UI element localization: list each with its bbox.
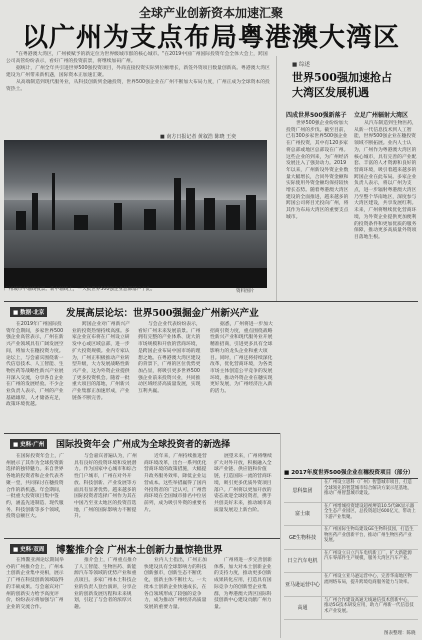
page-headline: 以广州为支点布局粤港澳大湾区 [21,23,400,53]
company-name: 日立汽车电机 [284,550,322,573]
table-row [284,503,418,527]
feature-column-right [354,106,418,301]
company-name: 富士康 [284,503,322,526]
feature-paragraph: 从汽车制造到生物医药，从新一代信息技术到人工智能，世界500强企业在穗投资领域不断拓展。业内人士认为，广州作为粤港澳大湾区的核心城市，具有完善的产业配套、丰富的人才资源和良好的营商环境，吸引着越来越多的跨国企业在此布局。多家企业负责人表示，将以广州为支点，进一步辐射粤港澳大湾区乃至整个华南地区，深度参与大湾区建设，共享发展红利。未来，广州将继续优化营商环境，为外资企业提供更加便利的投资条件和更加优质的服务保障，推动更多高质量外资项目落地生根。 [354,121,417,240]
photo-riverbank [4,268,267,288]
article-column [144,558,208,636]
investment-table [284,468,418,636]
article-column [214,558,276,636]
article-text: 近年来，广州持续推进营商环境改革，出台一系列优化营商环境的政策措施，大幅提升政务服务效率，降低企业运营成本。这些举措赢得了国内外投资者的广泛认可，广州营商环境在全国城市排名中位居前列，成为吸引外资的重要名片。 [144,454,207,513]
section-tag: ■ 史料·广州 [10,439,47,449]
table-row [284,550,418,574]
photo-sky [4,140,267,200]
article-text: 与会企业代表纷纷表示，看好广州未来发展前景。广州拥有完整的产业体系、庞大的市场规模和开放的营商环境，是跨国企业布局中国市场的理想之地。在粤港澳大湾区建设的背景下，广州的区位优势更加凸显，将吸引更多世界500强企业前来投资兴业，共同推动区域经济高质量发展，实现互利共赢。 [138,322,201,395]
section-title: 博鳌推介会 广州本土创新力量惊艳世界 [56,545,223,556]
feature-body [354,121,418,301]
article-column [72,322,132,432]
article-column [138,322,204,432]
right-feature [286,60,418,301]
project-description: 与广州合作建设高通无线通信技术创新中心，推动5G技术研发应用，助力广州新一代信息技术产业发展。 [324,597,414,614]
feature-paragraph: 世界500强企业纷纷加大投资广州的步伐。截至目前，已有300多家世界500强企业在广州投资，其中有120多家将总部或地区总部设在广州。这些企业的到来，为广州经济发展注入了强劲动力。2019年以来，广州新设外资企业数量大幅增长，合同外资金额和实际使用外资金额均保持较快增长态势。随着粤港澳大湾区建设的全面推进，越来越多的跨国公司将目光投向广州，将其作为布局大湾区的重要支点城市。 [286,121,349,220]
lede-byline: ■ 南方日报记者 黄叙浩 陈晓 王奕 [160,134,237,140]
company-name: 思科集团 [284,479,322,502]
photo-building [114,203,122,233]
city-night-photo [4,140,267,288]
article-column [6,454,68,520]
photo-building [186,188,195,233]
article-column [6,322,66,432]
photo-building [174,178,181,233]
table-row [284,573,418,597]
photo-building [226,205,240,233]
table-row [284,479,418,503]
section-header [4,538,280,558]
article-text: 据悉，广州将进一步加大招商引资力度，重点围绕战略性新兴产业和现代服务业开展精准招商，引进更多具有全球影响力的龙头企业和重大项目。同时，广州还将持续深化改革，优化营商环境，为各类市场主体创造公平竞争的发展环境，推动外资企业在穗实现更好发展，为广州经济注入新的活力。 [210,322,273,395]
article-column [144,454,208,513]
table-title: ■ 2017年度世界500强企业在穗投资项目（部分） [284,468,418,479]
section-title: 发展高层论坛：世界500强掘金广州新兴产业 [66,308,259,319]
table-credit: 图表整理：陈晓 [384,631,416,636]
photo-caption: 广州城市中轴线夜景。新中轴线上，一大批世界500强企业总部落户于此。 [4,287,156,292]
article-text: 跨国企业对广州新兴产业的投资热情持续高涨。多家企业宣布将在广州设立研发中心或区域总部，进一步扩大投资规模。业内专家认为，广州正积极推动产业转型升级，大力发展战略性新兴产业，这为外资企业提供了更多投资机会。随着一批重大项目的落地，广州新兴产业集群正加速形成，产业链条不断完善。 [72,322,130,401]
section-header [4,301,418,321]
lede-text [6,52,272,132]
article-text: 在国际投资年会上，广州展示了其作为全球投资新选择的独特魅力。来自世界各地的投资者和企业代表齐聚一堂，共同探讨在穗投资合作的新机遇。年会期间，一批重大投资项目集中签约，涵盖先进制造、现代服务、科技创新等多个领域，投资总额巨大。 [6,454,64,520]
article-text: 在博鳌亚洲论坛期间举办的广州推介会上，广州本土创新企业集中亮相，展示了广州在科技创新领域取得的丰硕成果。与会嘉宾对广州的创新实力给予高度评价，纷纷表示将加强与广州企业的交流合作。 [6,558,64,610]
project-description: 在广州设立日立汽车电机新工厂，扩大新能源汽车零部件生产规模，服务大湾区汽车产业。 [324,550,412,562]
lede-paragraph: "在粤港澳大湾区，广州被赋予的新定位为世界级城市群的核心城市。"在2019中国广州国际投资年会全体大会上，跨国公司高管纷纷表示，看好广州的投资前景，将继续加码广州。 [6,52,268,64]
headline-kicker: 全球产业创新资本加速汇聚 [138,6,283,20]
article-text: 广州将进一步完善创新体系，加大对本土创新企业的支持力度，推动更多创新成果转化应用，打造具有国际竞争力的创新型企业集群，为粤港澳大湾区国际科技创新中心建设贡献广州力量。 [214,558,272,610]
lede-paragraph: 据统计，广州全年共引进世界500强投资项目，外商直接投资实际到位额增长，新签外资项目数量创新高。粤港澳大湾区建设为广州带来新机遇，国际资本正加速汇聚。 [6,66,270,78]
photo-river [4,230,267,270]
project-description: 在广州设立思科（广州）智慧城市项目，打造全球领先的智慧城市综合解决方案示范基地，推动广州智慧城市建设。 [324,480,412,497]
company-name: GE生物科技 [284,526,322,549]
photo-building [32,193,38,233]
company-name: 高通 [284,597,322,620]
article-text: 业内人士指出，广州正加快建设具有全球影响力的科技创新强市，创新生态不断优化，创新主体不断壮大。一大批本土创新企业快速成长，在各自领域形成了较强的竞争力，成为推动广州经济高质量发展的重要力量。 [144,558,207,610]
article-column [210,322,276,432]
feature-title-line2: 大湾区发展机遇 [292,86,369,99]
project-description: 在广州增城投资建设超视堺第10.5代8K显示器全生态产业园区，总投资超过600亿元，带动上下游产业集聚。 [324,503,416,520]
column-divider [280,433,281,638]
article-text: 推介会上，广州重点推介了人工智能、生物医药、新能源汽车等领域的优势产业和重点项目。多家广州本土科技企业的负责人登台演讲，分享企业的创新发展历程和未来规划，引起了与会者的浓厚兴趣。 [74,558,137,610]
section-header [4,433,280,453]
feature-label: ■ 综述 [292,62,310,68]
lede-paragraph: 从高端制造到现代服务业，从科技创新到金融投资，世界500强企业在广州不断加大布局力度，广州正成为全球资本的投资热土。 [6,80,270,92]
article-text: 在2019年广州国际投资年会期间，多家世界500强企业高管表示，广州在新兴产业领域具有广阔发展空间，将加大在穗投资力度。论坛上，与会嘉宾围绕新一代信息技术、人工智能、生物医药等战略性新兴产业展开深入交流，分享各自企业在广州的发展经验。不少企业负责人表示，广州的产业基础雄厚，人才储备充足，政策环境优越。 [6,322,64,408]
photo-building [246,195,256,233]
feature-body [286,121,350,301]
column-divider [276,56,277,301]
photo-building [204,198,215,233]
feature-title-line1: 世界500强加速抢占 [292,71,392,84]
table-row [284,597,418,621]
feature-columns [286,106,418,301]
article-column [74,454,138,520]
section-title: 国际投资年会 广州成为全球投资者的新选择 [56,440,231,450]
project-description: 在广州设立亚马逊运营中心，完善华南地区物流网络布局，提升跨境电商服务能力与效率。 [324,574,412,585]
article-column [74,558,138,636]
feature-subhead: 立足广州辐射大湾区 [354,112,409,119]
table-row [284,526,418,550]
photo-credit: 资料图片 [236,289,255,294]
canton-tower [52,173,55,233]
article-column [214,454,276,513]
company-name: 亚马逊运营中心 [284,573,322,596]
feature-column-left [286,106,350,301]
article-text: 与会嘉宾普遍认为，广州具有良好的投资环境和发展潜力。作为国家中心城市和综合性门户城市，广州在对外开放、科技创新、产业发展等方面具有显著优势。越来越多的国际投资者选择广州作为其在中国乃至亚太地区的投资首选地，广州的国际影响力不断提升。 [74,454,137,520]
feature-subhead: 四成世界500强新落子 [286,112,347,119]
article-text: 展望未来，广州将继续扩大对外开放，积极融入全球产业链、供应链和价值链，打造国际一流的营商环境，吸引更多优质外资项目落户。广州将以更加开放的姿态欢迎全球投资者，携手共创美好未来，推动城市高质量发展迈上新台阶。 [214,454,272,513]
article-column [6,558,68,636]
section-tag: ■ 史料·双周 [10,544,47,554]
section-tag: ■ 数据·北京 [10,307,47,317]
project-description: 在广州国际生物岛建设GE生物科技园，打造生物医药产业创新平台，推动广州生物医药产业发展。 [324,527,414,544]
